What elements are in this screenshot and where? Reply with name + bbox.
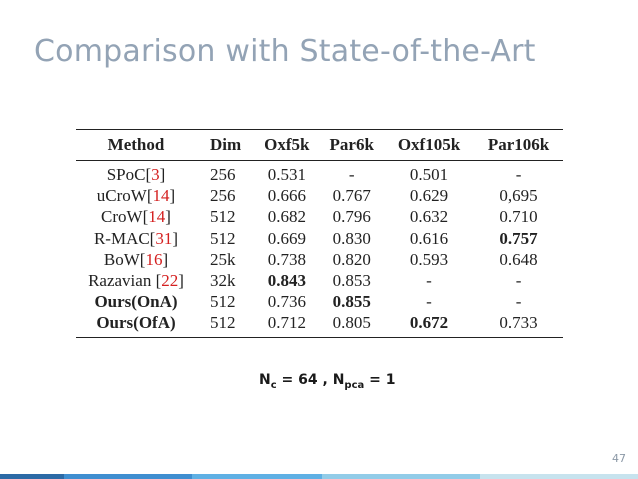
footer-bar-segment xyxy=(322,474,480,479)
par6k-cell: 0.767 xyxy=(332,186,371,206)
dim-cell: 512 xyxy=(210,207,236,227)
method-cell xyxy=(76,228,196,249)
header-dim: Dim xyxy=(196,130,254,161)
oxf105k-cell: 0.672 xyxy=(384,312,474,337)
formula-nc-sub: c xyxy=(270,380,277,391)
footer-bar-segment xyxy=(480,474,638,479)
header-par106k: Par106k xyxy=(474,130,563,161)
par6k-cell: 0.830 xyxy=(332,228,371,248)
table-row xyxy=(76,206,563,227)
dim-cell: 512 xyxy=(210,228,236,248)
par106k-cell: - xyxy=(515,165,522,185)
dim-cell: 256 xyxy=(210,165,236,185)
par6k-cell: 0.855 xyxy=(332,292,371,312)
formula-npca-label: N xyxy=(332,372,345,388)
citation-ref: 16 xyxy=(145,249,163,269)
par106k-cell: 0.648 xyxy=(499,249,538,269)
parameter-formula xyxy=(259,372,395,391)
oxf5k-cell: 0.736 xyxy=(267,292,306,312)
method-name: CroW[ xyxy=(101,207,149,227)
method-bracket: ] xyxy=(165,207,171,227)
dim-cell: 512 xyxy=(196,312,254,337)
par6k-cell: 0.796 xyxy=(332,207,371,227)
oxf5k-cell: 0.531 xyxy=(267,165,306,185)
oxf105k-cell: - xyxy=(426,292,432,312)
footer-bar-segment xyxy=(192,474,322,479)
par106k-cell: - xyxy=(515,271,522,291)
par106k-cell: - xyxy=(515,292,522,312)
par6k-cell: 0.805 xyxy=(320,312,384,337)
par106k-cell: 0.733 xyxy=(474,312,563,337)
dim-cell: 512 xyxy=(210,292,236,312)
oxf5k-cell: 0.843 xyxy=(267,271,306,291)
citation-ref: 3 xyxy=(151,165,160,185)
method-name: R-MAC[ xyxy=(93,228,156,248)
method-cell xyxy=(76,185,196,206)
method-cell xyxy=(76,291,196,312)
header-oxf5k: Oxf5k xyxy=(254,130,320,161)
slide-title: Comparison with State-of-the-Art xyxy=(34,34,536,69)
method-name: Ours(OfA) xyxy=(96,313,176,333)
oxf5k-cell: 0.738 xyxy=(267,249,306,269)
method-cell xyxy=(76,161,196,186)
dim-cell: 25k xyxy=(210,249,236,269)
par6k-cell: 0.853 xyxy=(332,271,371,291)
footer-bar-segment xyxy=(0,474,64,479)
page-number: 47 xyxy=(612,452,626,465)
oxf105k-cell: 0.632 xyxy=(409,207,449,227)
oxf105k-cell: 0.593 xyxy=(409,249,449,269)
method-bracket: ] xyxy=(159,165,166,185)
table-row xyxy=(76,249,563,270)
oxf105k-cell: 0.616 xyxy=(409,228,449,248)
par106k-cell: 0.757 xyxy=(499,228,538,248)
oxf5k-cell: 0.666 xyxy=(267,186,306,206)
method-cell xyxy=(76,249,196,270)
method-cell xyxy=(76,206,196,227)
results-table-container xyxy=(76,129,563,338)
formula-npca-value: = 1 xyxy=(364,372,396,388)
header-oxf105k: Oxf105k xyxy=(384,130,474,161)
results-table xyxy=(76,129,563,338)
method-cell xyxy=(76,270,196,291)
par6k-cell: 0.820 xyxy=(332,249,371,269)
table-row xyxy=(76,185,563,206)
formula-npca-sub: pca xyxy=(344,380,365,391)
method-bracket: ] xyxy=(162,249,169,269)
par106k-cell: 0.710 xyxy=(499,207,538,227)
method-name: uCroW[ xyxy=(96,186,153,206)
method-name: BoW[ xyxy=(103,249,146,269)
footer-color-bar xyxy=(0,474,638,479)
dim-cell: 256 xyxy=(210,186,236,206)
oxf5k-cell: 0.669 xyxy=(267,228,306,248)
dim-cell: 32k xyxy=(210,271,236,291)
header-par6k: Par6k xyxy=(320,130,384,161)
par106k-cell: 0,695 xyxy=(499,186,538,206)
oxf105k-cell: 0.629 xyxy=(409,186,449,206)
header-method: Method xyxy=(76,130,196,161)
formula-nc-value: = 64 , xyxy=(276,372,333,388)
method-name: Ours(OnA) xyxy=(94,292,178,312)
par6k-cell: - xyxy=(348,165,355,185)
table-row xyxy=(76,312,563,337)
method-name: Razavian [ xyxy=(88,271,162,291)
oxf5k-cell: 0.682 xyxy=(267,207,306,227)
method-bracket: ] xyxy=(178,271,184,291)
table-row xyxy=(76,291,563,312)
citation-ref: 22 xyxy=(161,271,179,291)
footer-bar-segment xyxy=(64,474,192,479)
table-header-row xyxy=(76,130,563,161)
citation-ref: 14 xyxy=(152,186,170,206)
table-row xyxy=(76,270,563,291)
method-bracket: ] xyxy=(172,228,179,248)
method-cell xyxy=(76,312,196,337)
table-row xyxy=(76,161,563,186)
oxf5k-cell: 0.712 xyxy=(254,312,320,337)
formula-nc-label: N xyxy=(259,372,271,388)
method-name: SPoC[ xyxy=(106,165,152,185)
citation-ref: 14 xyxy=(148,207,166,227)
citation-ref: 31 xyxy=(155,228,173,248)
table-row xyxy=(76,228,563,249)
method-bracket: ] xyxy=(169,186,176,206)
oxf105k-cell: 0.501 xyxy=(409,165,449,185)
oxf105k-cell: - xyxy=(426,271,432,291)
